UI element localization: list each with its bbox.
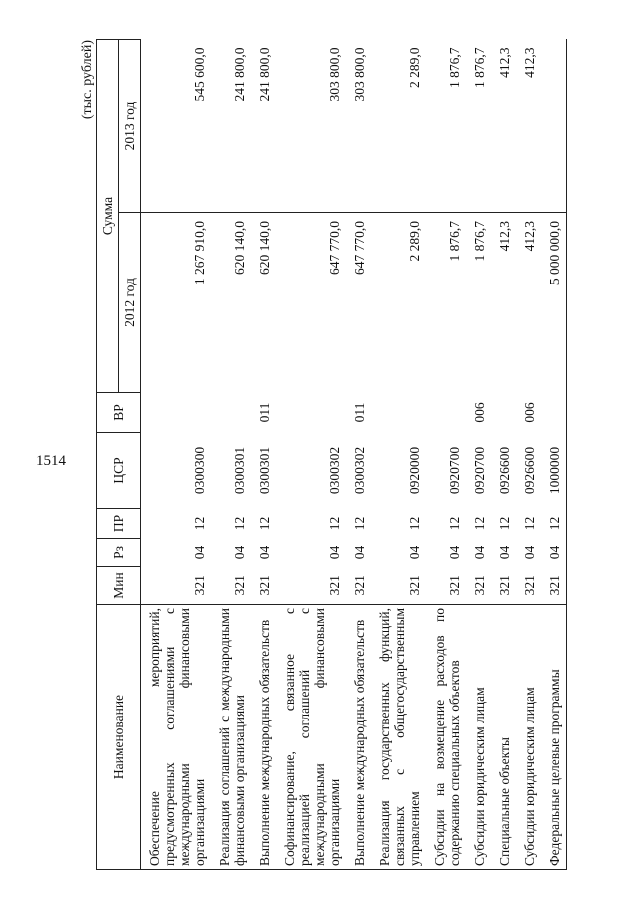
cell-y2013: 303 800,0: [276, 39, 346, 212]
table-row: [541, 39, 567, 869]
cell-vr: [141, 393, 212, 433]
header-csr: ЦСР: [97, 433, 141, 509]
row-name: Выполнение международных обязательств: [251, 605, 276, 870]
cell-y2013: 545 600,0: [141, 39, 212, 212]
cell-vr: 011: [352, 402, 367, 423]
cell-csr: 0920700: [472, 446, 487, 495]
cell-vr: [491, 393, 516, 433]
cell-y2012: 412,3: [497, 221, 512, 252]
cell-min: 321: [522, 575, 537, 596]
cell-csr: 0300301: [232, 446, 247, 495]
cell-y2013: [541, 39, 567, 212]
rotated-page-content: [80, 40, 562, 870]
table-row: [346, 39, 371, 869]
row-name: Обеспечение мероприятий, предусмотренных соглашениями с международными финансовыми организациями: [141, 605, 212, 870]
cell-min: 321: [497, 575, 512, 596]
header-name: Наименование: [97, 605, 141, 870]
cell-y2013: 412,3: [516, 39, 541, 212]
header-rz: Рз: [97, 539, 141, 567]
row-name: Субсидии юридическим лицам: [516, 605, 541, 870]
cell-y2012: 1 876,7: [472, 221, 487, 262]
cell-y2013: 2 289,0: [371, 39, 426, 212]
cell-csr: 0920000: [407, 446, 422, 495]
cell-pr: 12: [192, 516, 207, 531]
cell-csr: 0300300: [192, 446, 207, 495]
cell-min: 321: [257, 575, 272, 596]
cell-csr: 0926600: [522, 446, 537, 495]
row-name: Реализация соглашений с международными финансовыми организациями: [211, 605, 251, 870]
row-name: Софинансирование, связанное с реализацией соглашений с международными финансовыми организациями: [276, 605, 346, 870]
row-name: Специальные объекты: [491, 605, 516, 870]
cell-pr: 12: [497, 516, 512, 531]
cell-y2013: 241 800,0: [211, 39, 251, 212]
cell-csr: 0926600: [497, 446, 512, 495]
cell-y2012: 2 289,0: [407, 221, 422, 262]
cell-y2013: 1 876,7: [466, 39, 491, 212]
row-name: Субсидии юридическим лицам: [466, 605, 491, 870]
header-min: Мин: [97, 567, 141, 605]
cell-min: 321: [192, 575, 207, 596]
table-row: [276, 39, 346, 869]
unit-note: (тыс. рублей): [80, 40, 95, 120]
cell-y2012: 1 267 910,0: [192, 221, 207, 286]
cell-y2012: 1 876,7: [447, 221, 462, 262]
cell-pr: 12: [352, 516, 367, 531]
cell-rz: 04: [472, 545, 487, 560]
cell-vr: 011: [257, 402, 272, 423]
budget-table: [96, 39, 567, 870]
cell-rz: 04: [232, 545, 247, 560]
cell-min: 321: [232, 575, 247, 596]
table-row: [371, 39, 426, 869]
cell-min: 321: [447, 575, 462, 596]
cell-y2013: 241 800,0: [251, 39, 276, 212]
cell-vr: [541, 393, 567, 433]
cell-min: 321: [327, 575, 342, 596]
cell-pr: 12: [232, 516, 247, 531]
cell-rz: 04: [352, 545, 367, 560]
cell-vr: 006: [472, 402, 487, 423]
cell-pr: 12: [257, 516, 272, 531]
cell-pr: 12: [327, 516, 342, 531]
cell-pr: 12: [522, 516, 537, 531]
header-vr: ВР: [97, 393, 141, 433]
cell-min: 321: [407, 575, 422, 596]
cell-y2012: 412,3: [522, 221, 537, 252]
cell-rz: 04: [327, 545, 342, 560]
table-row: [251, 39, 276, 869]
cell-csr: 1000000: [541, 433, 567, 509]
row-name: Субсидии на возмещение расходов по содержанию специальных объектов: [426, 605, 466, 870]
cell-rz: 04: [497, 545, 512, 560]
cell-csr: 0300302: [327, 446, 342, 495]
header-pr: ПР: [97, 509, 141, 539]
cell-y2012: 647 770,0: [352, 221, 367, 275]
cell-y2012: 647 770,0: [327, 221, 342, 275]
row-name: Федеральные целевые программы: [541, 605, 567, 870]
cell-pr: 12: [472, 516, 487, 531]
cell-vr: 006: [522, 402, 537, 423]
cell-y2012: 620 140,0: [232, 221, 247, 275]
table-row: [491, 39, 516, 869]
header-2013: 2013 год: [119, 39, 141, 212]
cell-vr: [211, 393, 251, 433]
cell-rz: 04: [407, 545, 422, 560]
table-row: [516, 39, 541, 869]
cell-csr: 0300301: [257, 446, 272, 495]
cell-vr: [426, 393, 466, 433]
cell-pr: 12: [541, 509, 567, 539]
table-row: [426, 39, 466, 869]
cell-y2013: 1 876,7: [426, 39, 466, 212]
cell-y2013: 303 800,0: [346, 39, 371, 212]
cell-rz: 04: [447, 545, 462, 560]
cell-rz: 04: [257, 545, 272, 560]
cell-min: 321: [541, 567, 567, 605]
cell-vr: [276, 393, 346, 433]
cell-y2012: 5 000 000,0: [541, 213, 567, 393]
table-row: [466, 39, 491, 869]
cell-min: 321: [352, 575, 367, 596]
row-name: Реализация государственных функций, связанных с общегосударственным управлением: [371, 605, 426, 870]
cell-rz: 04: [192, 545, 207, 560]
table-row: [211, 39, 251, 869]
cell-y2013: 412,3: [491, 39, 516, 212]
cell-y2012: 620 140,0: [257, 221, 272, 275]
cell-rz: 04: [522, 545, 537, 560]
cell-csr: 0300302: [352, 446, 367, 495]
header-sum: Сумма: [97, 39, 119, 392]
page-number: 1514: [36, 453, 66, 469]
cell-pr: 12: [407, 516, 422, 531]
row-name: Выполнение международных обязательств: [346, 605, 371, 870]
header-2012: 2012 год: [119, 213, 141, 393]
cell-rz: 04: [541, 539, 567, 567]
cell-csr: 0920700: [447, 446, 462, 495]
table-row: [141, 39, 212, 869]
cell-min: 321: [472, 575, 487, 596]
table-body: [141, 39, 567, 869]
cell-pr: 12: [447, 516, 462, 531]
cell-vr: [371, 393, 426, 433]
